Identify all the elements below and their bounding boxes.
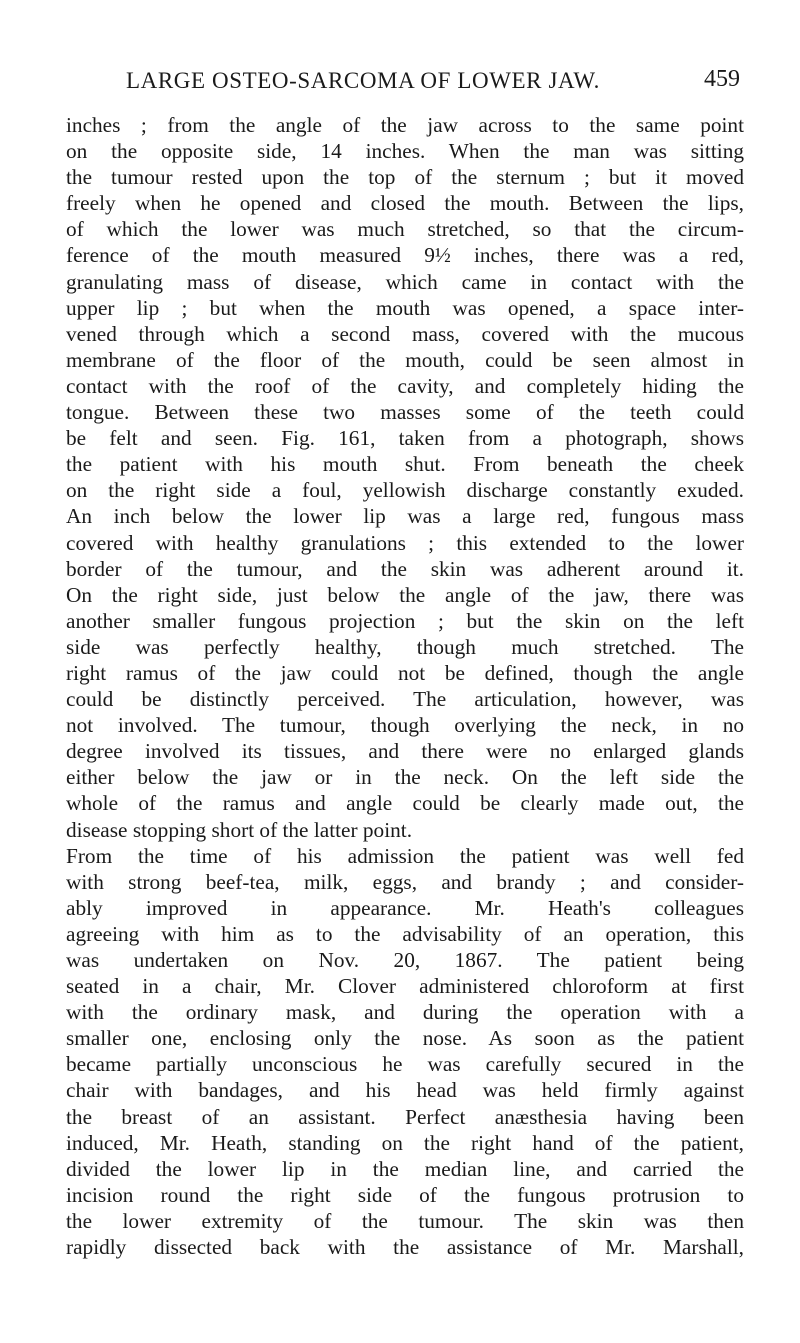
text-line: border of the tumour, and the skin was adherent around it. bbox=[66, 556, 744, 581]
text-line: right ramus of the jaw could not be defined, though the angle bbox=[66, 660, 744, 685]
text-line: granulating mass of disease, which came in contact with the bbox=[66, 269, 744, 294]
text-line: contact with the roof of the cavity, and completely hiding the bbox=[66, 373, 744, 398]
text-line: the patient with his mouth shut. From beneath the cheek bbox=[66, 452, 744, 477]
text-line: From the time of his admission the patient was well fed bbox=[66, 843, 744, 868]
running-header-title: LARGE OSTEO-SARCOMA OF LOWER JAW. bbox=[126, 68, 600, 93]
text-line: induced, Mr. Heath, standing on the right hand of the patient, bbox=[66, 1130, 744, 1155]
text-line: ably improved in appearance. Mr. Heath's colleagues bbox=[66, 895, 744, 920]
text-line: the tumour rested upon the top of the sternum ; but it moved bbox=[66, 165, 744, 190]
text-line: disease stopping short of the latter point. bbox=[66, 817, 413, 842]
text-line: covered with healthy granulations ; this extended to the lower bbox=[66, 530, 744, 555]
text-line: either below the jaw or in the neck. On the left side the bbox=[66, 765, 744, 790]
text-line: tongue. Between these two masses some of the teeth could bbox=[66, 400, 744, 425]
page-number: 459 bbox=[704, 66, 740, 92]
text-line: inches ; from the angle of the jaw across to the same point bbox=[66, 113, 744, 137]
book-page bbox=[66, 0, 744, 1260]
text-line: on the opposite side, 14 inches. When the man was sitting bbox=[66, 139, 744, 164]
text-line: could be distinctly perceived. The articulation, however, was bbox=[66, 687, 744, 712]
text-line: of which the lower was much stretched, so that the circum- bbox=[66, 217, 744, 242]
text-line: An inch below the lower lip was a large red, fungous mass bbox=[66, 504, 744, 529]
text-line: smaller one, enclosing only the nose. As soon as the patient bbox=[66, 1026, 744, 1051]
running-header bbox=[66, 0, 744, 100]
text-line: whole of the ramus and angle could be clearly made out, the bbox=[66, 791, 744, 816]
text-line: vened through which a second mass, covered with the mucous bbox=[66, 321, 744, 346]
text-line: the breast of an assistant. Perfect anæsthesia having been bbox=[66, 1104, 744, 1129]
text-line: ference of the mouth measured 9½ inches, there was a red, bbox=[66, 243, 744, 268]
text-line: another smaller fungous projection ; but the skin on the left bbox=[66, 608, 744, 633]
text-line: the lower extremity of the tumour. The skin was then bbox=[66, 1208, 744, 1233]
text-line: seated in a chair, Mr. Clover administered chloroform at first bbox=[66, 974, 744, 999]
text-line: freely when he opened and closed the mouth. Between the lips, bbox=[66, 191, 744, 216]
text-line: be felt and seen. Fig. 161, taken from a photograph, shows bbox=[66, 426, 744, 451]
text-line: on the right side a foul, yellowish discharge constantly exuded. bbox=[66, 478, 744, 503]
text-line: with the ordinary mask, and during the operation with a bbox=[66, 1000, 744, 1025]
text-line: incision round the right side of the fungous protrusion to bbox=[66, 1182, 744, 1207]
text-line: agreeing with him as to the advisability of an operation, this bbox=[66, 921, 744, 946]
text-line: degree involved its tissues, and there were no enlarged glands bbox=[66, 739, 744, 764]
text-line: On the right side, just below the angle of the jaw, there was bbox=[66, 582, 744, 607]
text-line: chair with bandages, and his head was held firmly against bbox=[66, 1078, 744, 1103]
text-line: membrane of the floor of the mouth, could be seen almost in bbox=[66, 347, 744, 372]
text-line: rapidly dissected back with the assistance of Mr. Marshall, bbox=[66, 1235, 744, 1260]
text-line: with strong beef-tea, milk, eggs, and brandy ; and consider- bbox=[66, 869, 744, 894]
text-line: divided the lower lip in the median line, and carried the bbox=[66, 1156, 744, 1181]
body-text bbox=[66, 112, 744, 1260]
text-line: not involved. The tumour, though overlying the neck, in no bbox=[66, 713, 744, 738]
text-line: was undertaken on Nov. 20, 1867. The patient being bbox=[66, 948, 744, 972]
text-line: upper lip ; but when the mouth was opened, a space inter- bbox=[66, 295, 744, 320]
text-line: became partially unconscious he was carefully secured in the bbox=[66, 1052, 744, 1077]
text-line: side was perfectly healthy, though much stretched. The bbox=[66, 634, 744, 659]
